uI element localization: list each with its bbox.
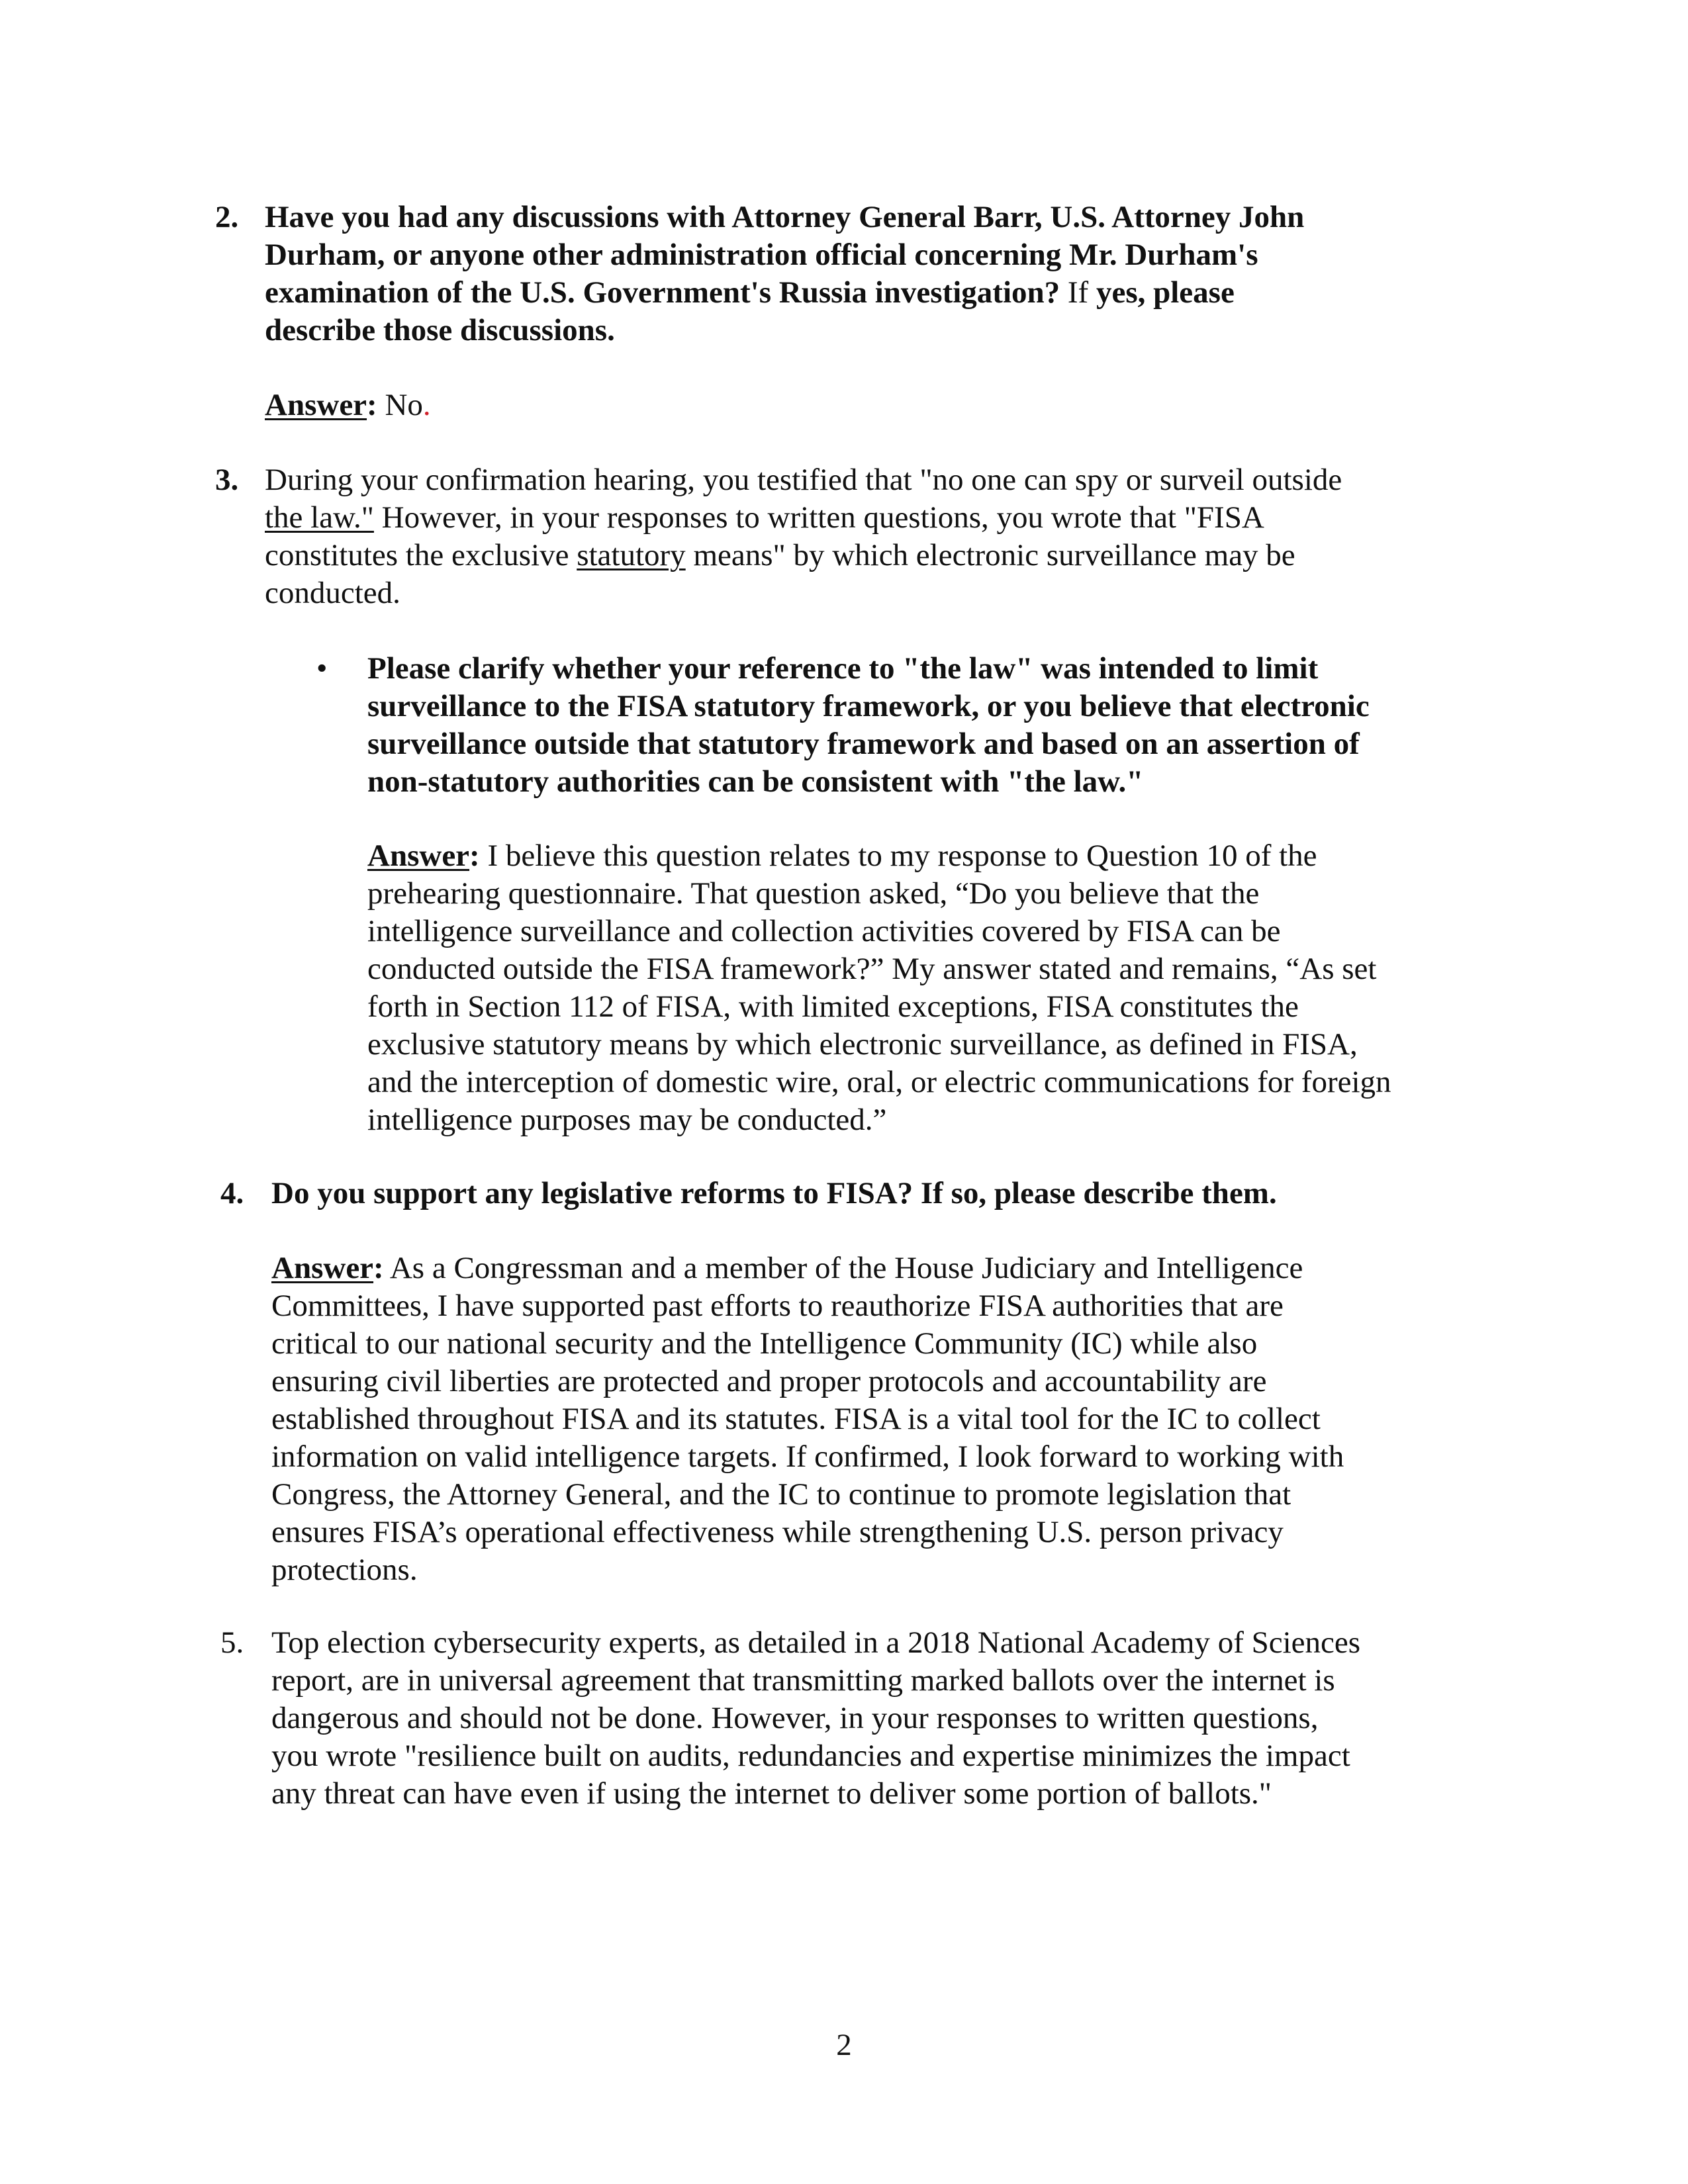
answer-label: Answer bbox=[367, 839, 470, 873]
q4-answer-line: established throughout FISA and its statutes. FISA is a vital tool for the IC to collect bbox=[271, 1402, 1321, 1436]
q3-answer-line: exclusive statutory means by which electronic surveillance, as defined in FISA, bbox=[367, 1027, 1358, 1062]
q5-question-line: report, are in universal agreement that transmitting marked ballots over the internet is bbox=[271, 1663, 1335, 1698]
q2-question-line-text: examination of the U.S. Government's Russia investigation? bbox=[265, 275, 1060, 310]
q3-question-line bbox=[265, 499, 1342, 537]
q4-answer-line: information on valid intelligence targets. If confirmed, I look forward to working with bbox=[271, 1439, 1344, 1474]
q5-question bbox=[271, 1624, 1360, 1813]
page-number: 2 bbox=[836, 2028, 852, 2062]
q4-question bbox=[271, 1175, 1277, 1212]
q3-answer-line: and the interception of domestic wire, oral, or electric communications for foreign bbox=[367, 1065, 1391, 1099]
q3-answer-line: intelligence purposes may be conducted.” bbox=[367, 1103, 887, 1137]
q3-answer bbox=[367, 837, 1391, 1139]
q2-answer-text: No bbox=[385, 388, 423, 422]
q5-question-line: Top election cybersecurity experts, as detailed in a 2018 National Academy of Sciences bbox=[271, 1625, 1361, 1660]
q2-question-tail: yes, please bbox=[1096, 275, 1235, 310]
q4-answer-line: critical to our national security and the Intelligence Community (IC) while also bbox=[271, 1326, 1258, 1361]
q3-answer-line: prehearing questionnaire. That question asked, “Do you believe that the bbox=[367, 876, 1260, 911]
q2-question-line: describe those discussions. bbox=[265, 313, 615, 347]
q3-answer-line: forth in Section 112 of FISA, with limited exceptions, FISA constitutes the bbox=[367, 989, 1299, 1024]
q4-answer-line: protections. bbox=[271, 1553, 418, 1587]
q2-question-line: Have you had any discussions with Attorney General Barr, U.S. Attorney John bbox=[265, 200, 1305, 234]
q3-answer-first-line: I believe this question relates to my response to Question 10 of the bbox=[479, 839, 1317, 873]
q2-question-line bbox=[265, 274, 1304, 312]
q2-answer bbox=[265, 387, 431, 424]
q3-number: 3. bbox=[215, 463, 239, 497]
q3-answer-line: intelligence surveillance and collection activities covered by FISA can be bbox=[367, 914, 1281, 948]
q4-answer-line: Congress, the Attorney General, and the IC to continue to promote legislation that bbox=[271, 1477, 1291, 1512]
q3-question-line bbox=[265, 537, 1342, 574]
q4-answer bbox=[271, 1250, 1344, 1589]
q3-underlined-law: the law." bbox=[265, 500, 374, 535]
answer-colon: : bbox=[469, 839, 480, 873]
q2-question bbox=[265, 199, 1304, 349]
q5-question-line: you wrote "resilience built on audits, redundancies and expertise minimizes the impact bbox=[271, 1739, 1350, 1773]
bullet-point: • bbox=[316, 651, 328, 686]
q3-subquestion-line: Please clarify whether your reference to "the law" was intended to limit bbox=[367, 651, 1319, 686]
q3-subquestion-line: surveillance to the FISA statutory framework, or you believe that electronic bbox=[367, 689, 1370, 723]
q4-answer-line: ensures FISA’s operational effectiveness while strengthening U.S. person privacy bbox=[271, 1515, 1284, 1549]
q2-question-line: Durham, or anyone other administration official concerning Mr. Durham's bbox=[265, 238, 1258, 272]
q4-answer-line: Committees, I have supported past efforts to reauthorize FISA authorities that are bbox=[271, 1289, 1284, 1323]
q2-question-if: If bbox=[1067, 275, 1089, 310]
q3-line3-start: constitutes the exclusive bbox=[265, 538, 577, 572]
q5-question-line: any threat can have even if using the internet to deliver some portion of ballots." bbox=[271, 1776, 1272, 1811]
q3-line3-end: means" by which electronic surveillance may be bbox=[685, 538, 1295, 572]
q3-question bbox=[265, 461, 1342, 612]
answer-colon: : bbox=[367, 388, 377, 422]
q2-answer-period: . bbox=[422, 388, 431, 422]
q2-number: 2. bbox=[215, 200, 239, 234]
q5-question-line: dangerous and should not be done. However, in your responses to written questions, bbox=[271, 1701, 1319, 1735]
q3-line2-rest: However, in your responses to written questions, you wrote that "FISA bbox=[373, 500, 1264, 535]
q3-underlined-statutory: statutory bbox=[577, 538, 686, 572]
q3-question-line: During your confirmation hearing, you testified that "no one can spy or surveil outside bbox=[265, 463, 1342, 497]
q4-answer-line: ensuring civil liberties are protected and proper protocols and accountability are bbox=[271, 1364, 1267, 1398]
answer-label: Answer bbox=[265, 388, 367, 422]
q4-question-line: Do you support any legislative reforms to FISA? If so, please describe them. bbox=[271, 1176, 1277, 1210]
q3-subquestion-line: surveillance outside that statutory framework and based on an assertion of bbox=[367, 727, 1360, 761]
q3-subquestion bbox=[367, 650, 1370, 801]
q5-number: 5. bbox=[220, 1625, 244, 1660]
answer-colon: : bbox=[373, 1251, 384, 1285]
q4-answer-first-line: As a Congressman and a member of the House Judiciary and Intelligence bbox=[383, 1251, 1303, 1285]
q3-answer-line: conducted outside the FISA framework?” My answer stated and remains, “As set bbox=[367, 952, 1377, 986]
answer-label: Answer bbox=[271, 1251, 374, 1285]
q3-subquestion-line: non-statutory authorities can be consistent with "the law." bbox=[367, 764, 1144, 799]
q4-number: 4. bbox=[220, 1176, 244, 1210]
q3-question-line: conducted. bbox=[265, 576, 400, 610]
